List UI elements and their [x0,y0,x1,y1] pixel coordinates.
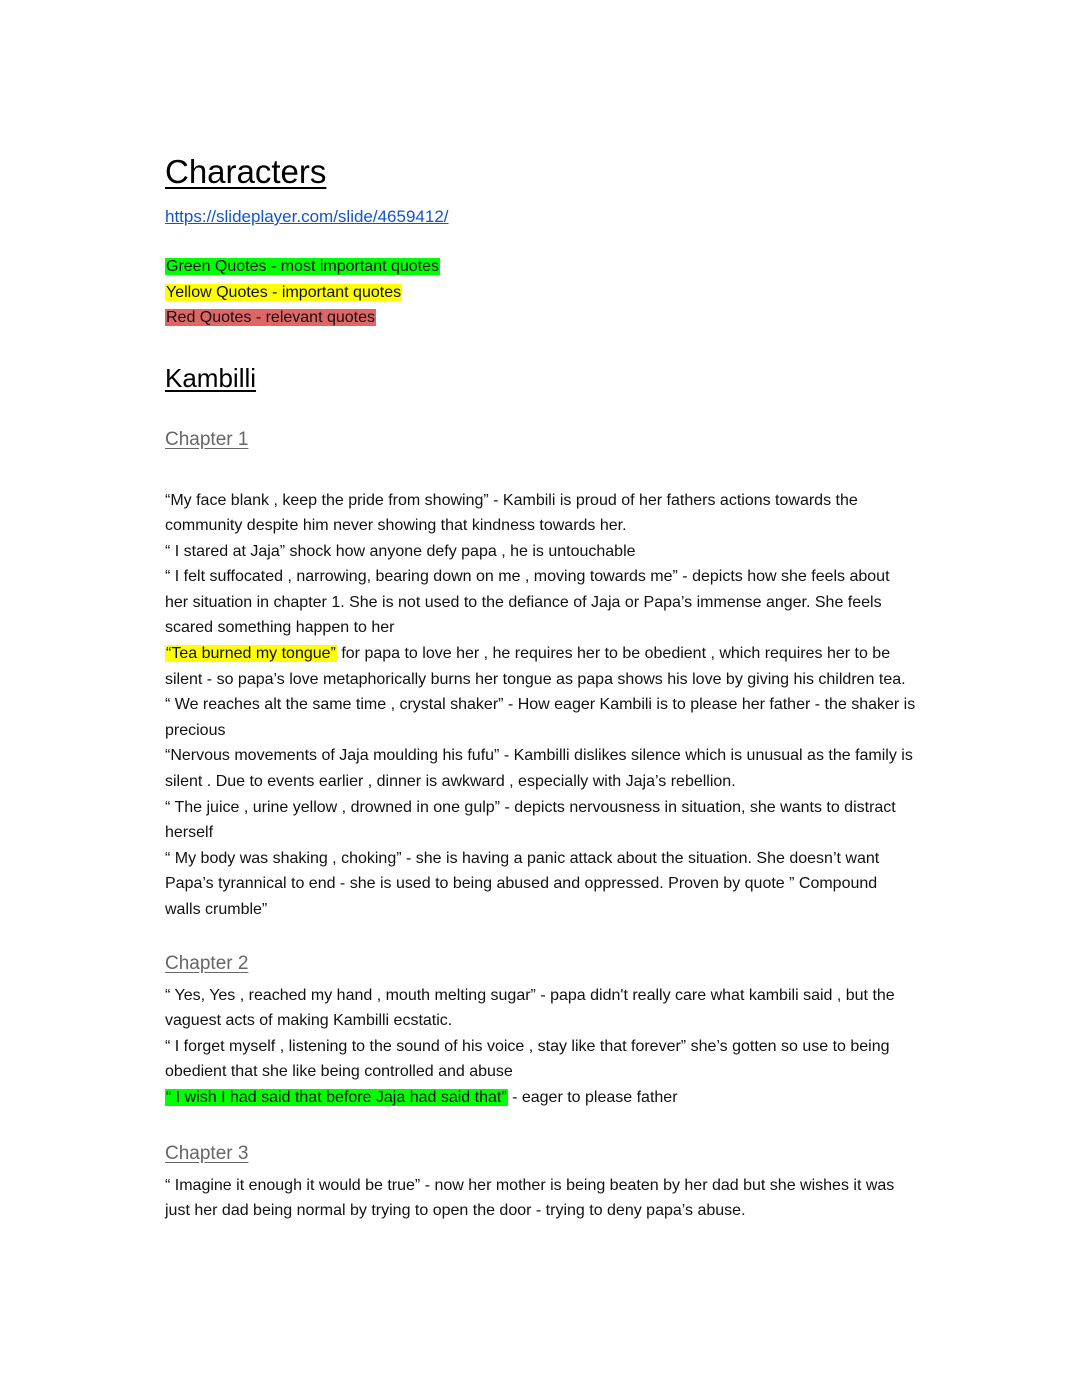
page-title: Characters [165,153,327,190]
quote-paragraph: “ I forget myself , listening to the sound of his voice , stay like that forever” she’s gotten so use to being obedient that she like being controlled and abuse [165,1037,890,1081]
quote-paragraph: “ Yes, Yes , reached my hand , mouth melting sugar” - papa didn't really care what kambili said , but the vaguest acts of making Kambilli ecstatic. [165,986,895,1030]
legend-red: Red Quotes - relevant quotes [166,309,376,326]
legend-yellow: Yellow Quotes - important quotes [166,283,402,301]
quote-paragraph: “ I stared at Jaja” shock how anyone defy papa , he is untouchable [165,542,636,560]
quote-paragraph: “My face blank , keep the pride from showing” - Kambili is proud of her fathers actions towards the community despite him never showing that kindness towards her. [165,491,858,535]
section-heading-kambilli: Kambilli [165,362,257,393]
highlighted-quote-green: “ I wish I had said that before Jaja had said that” [166,1088,507,1106]
highlight-legend [165,254,917,331]
chapter-3-body [165,1173,917,1224]
quote-paragraph: “Nervous movements of Jaja moulding his fufu” - Kambilli dislikes silence which is unusual as the family is silent . Due to events earlier , dinner is awkward , especially with Jaja’s rebellion. [165,747,913,791]
quote-paragraph: “ The juice , urine yellow , drowned in one gulp” - depicts nervousness in situation, she wants to distract herself [165,798,896,842]
quote-paragraph: “ We reaches alt the same time , crystal shaker” - How eager Kambili is to please her father - the shaker is precious [165,696,916,739]
quote-commentary: for papa to love her , he requires her to be obedient , which requires her to be silent - so papa’s love metaphorically burns her tongue as papa shows his love by giving his children tea. [165,645,906,688]
chapter-3-heading: Chapter 3 [165,1142,249,1164]
quote-paragraph: “ Imagine it enough it would be true” - now her mother is being beaten by her dad but she wishes it was just her dad being normal by trying to open the door - trying to deny papa’s abuse. [165,1176,895,1220]
chapter-1-body [165,488,917,923]
quote-paragraph [165,1085,917,1111]
chapter-2-heading: Chapter 2 [165,952,249,974]
highlighted-quote-yellow: “Tea burned my tongue” [166,645,336,663]
quote-paragraph: “ My body was shaking , choking” - she is having a panic attack about the situation. She doesn’t want Papa’s tyrannical to end - she is used to being abused and oppressed. Proven by quote ” Compound walls crumble” [165,849,880,918]
document-body [165,150,917,1224]
quote-paragraph [165,641,917,692]
legend-green: Green Quotes - most important quotes [166,258,440,275]
chapter-2-body [165,983,917,1111]
quote-paragraph: “ I felt suffocated , narrowing, bearing down on me , moving towards me” - depicts how she feels about her situation in chapter 1. She is not used to the defiance of Jaja or Papa’s immense anger. She feels scared something happen to her [165,568,890,637]
chapter-1-heading: Chapter 1 [165,428,249,450]
source-link[interactable]: https://slideplayer.com/slide/4659412/ [165,207,449,226]
quote-commentary: - eager to please father [507,1088,678,1106]
